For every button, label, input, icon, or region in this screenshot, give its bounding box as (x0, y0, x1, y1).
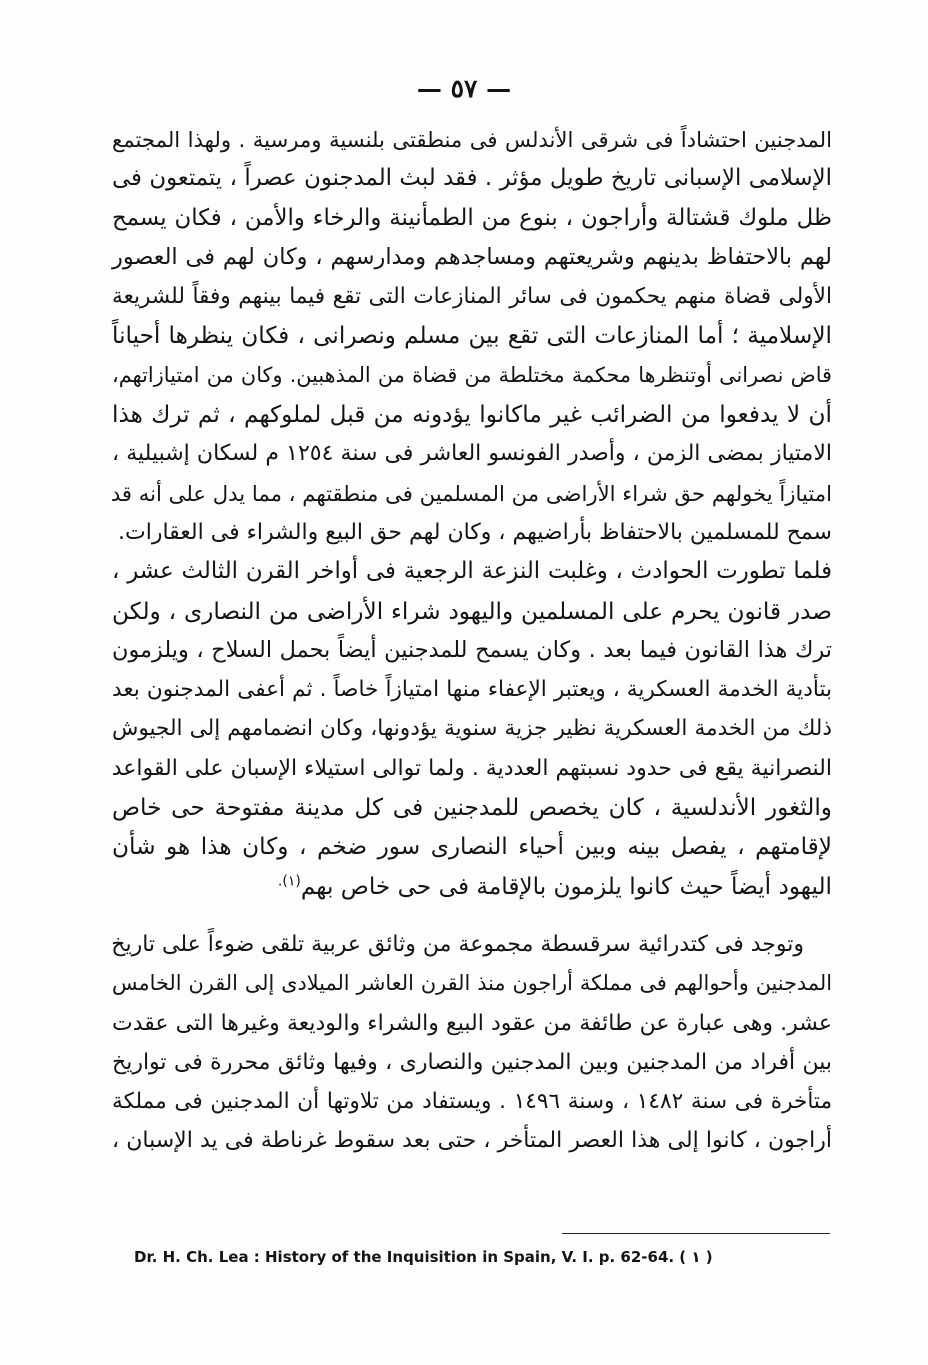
paragraph-gap (112, 906, 832, 925)
text-line: صدر قانون يحرم على المسلمين واليهود شراء الأراضى من النصارى ، ولكن (112, 597, 832, 625)
text-line: وتوجد فى كتدرائية سرقسطة مجموعة من وثائق عربية تلقى ضوءاً على تاريخ (111, 931, 804, 957)
line-text: اليهود أيضاً حيث كانوا يلزمون بالإقامة فى حى خاص بهم (300, 872, 832, 900)
text-line: الامتياز بمضى الزمن ، وأصدر الفونسو العاشر فى سنة ١٢٥٤ م لسكان إشبيلية ، (112, 441, 832, 467)
text-line: أراجون ، كانوا إلى هذا العصر المتأخر ، حتى بعد سقوط غرناطة فى يد الإسبان ، (112, 1128, 832, 1154)
text-line: لإقامتهم ، يفصل بينه وبين أحياء النصارى سور ضخم ، وكان هذا هو شأن (112, 833, 832, 861)
text-line: ترك هذا القانون فيما بعد . وكان يسمح للمدجنين أيضاً بحمل السلاح ، ويلزمون (112, 636, 832, 663)
page-number: — ٥٧ — (416, 74, 512, 103)
text-line: الإسلامية ؛ أما المنازعات التى تقع بين مسلم ونصرانى ، فكان ينظرها أحياناً (112, 322, 832, 350)
text-line: النصرانية يقع فى حدود نسبتهم العددية . ولما توالى استيلاء الإسبان على القواعد (111, 755, 832, 781)
text-line: والثغور الأندلسية ، كان يخصص للمدجنين فى كل مدينة مفتوحة حى خاص (112, 794, 832, 822)
text-line: المدجنين احتشاداً فى شرقى الأندلس فى منطقتى بلنسية ومرسية . ولهذا المجتمع (112, 127, 832, 152)
body-text (112, 120, 832, 1161)
footnote: Dr. H. Ch. Lea : History of the Inquisition in Spain, V. I. p. 62-64. ( ١ ) (134, 1248, 713, 1266)
text-line: أن لا يدفعوا من الضرائب غير ماكانوا يؤدونه من قبل لملوكهم ، ثم ترك هذا (112, 401, 832, 429)
text-line: المدجنين وأحوالهم فى مملكة أراجون منذ القرن العاشر الميلادى إلى القرن الخامس (112, 971, 832, 996)
text-line: سمح للمسلمين بالاحتفاظ بأراضيهم ، وكان لهم حق البيع والشراء فى العقارات. (118, 519, 832, 545)
text-line: امتيازاً يخولهم حق شراء الأراضى من المسلمين فى منطقتهم ، مما يدل على أنه قد (110, 480, 832, 506)
text-line: ظل ملوك قشتالة وأراجون ، بنوع من الطمأنينة والرخاء والأمن ، فكان يسمح (112, 204, 832, 231)
footnote-divider (562, 1233, 830, 1234)
text-line: متأخرة فى سنة ١٤٨٢ ، وسنة ١٤٩٦ . ويستفاد من تلاوتها أن المدجنين فى مملكة (112, 1089, 833, 1115)
text-line: ذلك من الخدمة العسكرية نظير جزية سنوية يؤدونها، وكان انضمامهم إلى الجيوش (112, 716, 832, 742)
text-line: قاض نصرانى أوتنظرها محكمة مختلطة من قضاة من المذهبين. وكان من امتيازاتهم، (112, 362, 832, 387)
text-line: لهم بالاحتفاظ بدينهم وشريعتهم ومساجدهم ومدارسهم ، وكان لهم فى العصور (112, 243, 832, 270)
footnote-reference: (١). (277, 872, 301, 889)
text-line: فلما تطورت الحوادث ، وغلبت النزعة الرجعية فى أواخر القرن الثالث عشر ، (112, 558, 832, 585)
text-line: الأولى قضاة منهم يحكمون فى سائر المنازعات التى تقع فيما بينهم وفقاً للشريعة (112, 284, 832, 310)
text-line: بتأدية الخدمة العسكرية ، ويعتبر الإعفاء منها امتيازاً خاصاً . ثم أعفى المدجنون بعد (112, 677, 832, 703)
text-line: الإسلامى الإسبانى تاريخ طويل مؤثر . فقد لبث المدجنون عصراً ، يتمتعون فى (112, 165, 832, 192)
text-line: بين أفراد من المدجنين وبين المدجنين والنصارى ، وفيها وثائق محررة فى تواريخ (112, 1049, 832, 1075)
text-line-last (112, 867, 832, 906)
text-line: عشر. وهى عبارة عن طائفة من عقود البيع والشراء والوديعة وغيرها التى عقدت (112, 1010, 832, 1036)
